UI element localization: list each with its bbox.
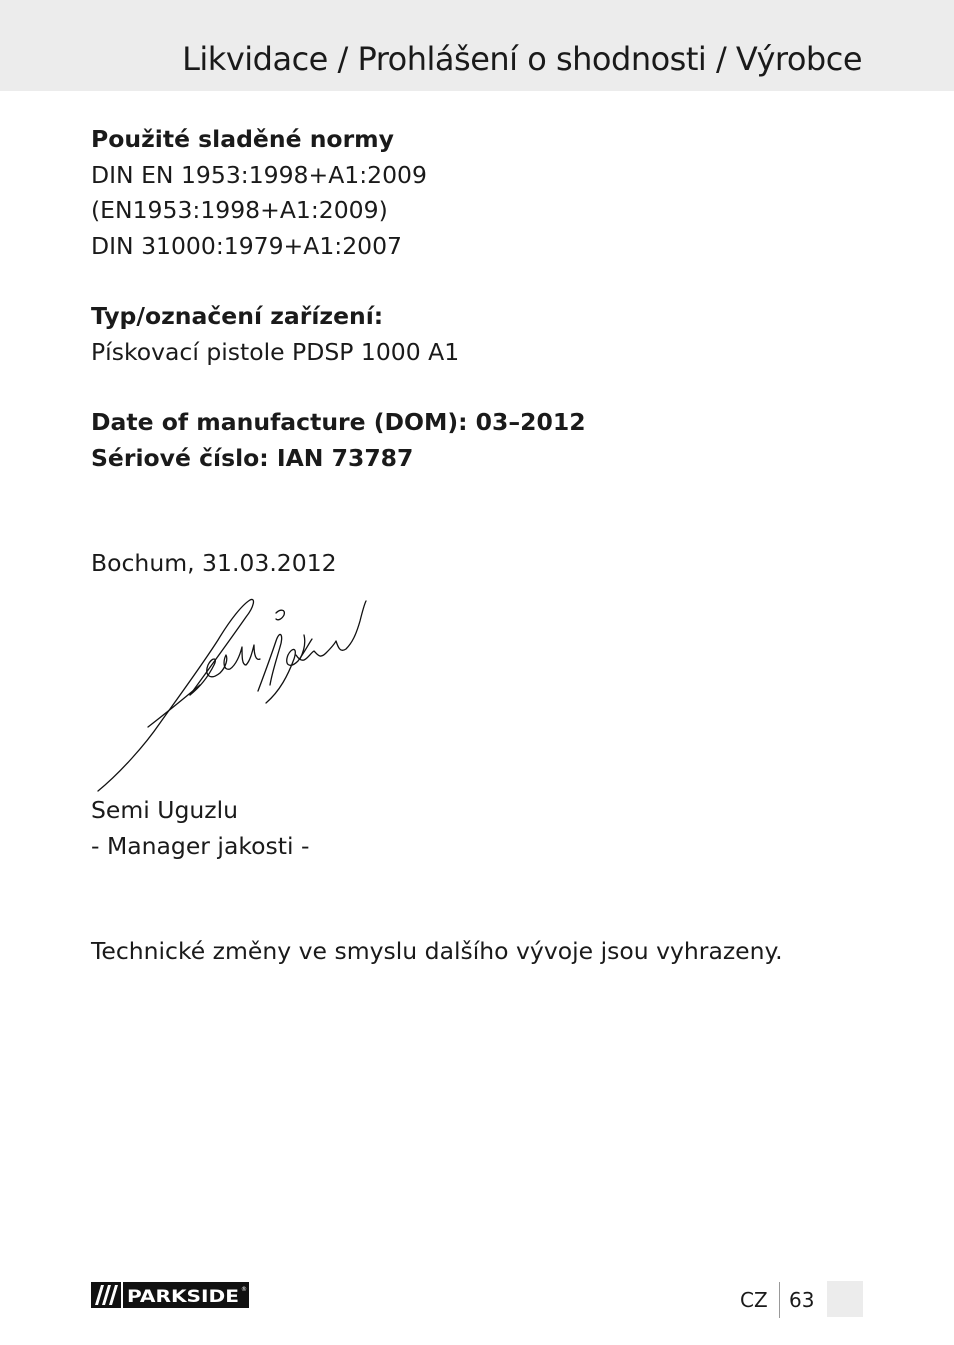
page-number: 63: [789, 1288, 815, 1312]
standard-item: DIN EN 1953:1998+A1:2009: [91, 160, 427, 189]
signatory-role: - Manager jakosti -: [91, 831, 310, 860]
signatory: [91, 793, 309, 864]
footer-language: CZ: [740, 1288, 768, 1312]
technical-changes-note: Technické změny ve smyslu dalšího vývoje jsou vyhrazeny.: [91, 937, 783, 965]
registered-mark: ®: [241, 1286, 247, 1293]
brand-wordmark: PARKSIDE: [127, 1287, 239, 1307]
signatory-name: Semi Uguzlu: [91, 796, 239, 824]
footer-divider: [779, 1282, 780, 1318]
standards-heading: Použité sladěné normy: [91, 125, 394, 153]
signature: [90, 595, 380, 800]
footer-tab: [827, 1281, 863, 1317]
standard-item: DIN 31000:1979+A1:2007: [91, 231, 402, 260]
standard-item: (EN1953:1998+A1:2009): [91, 196, 388, 224]
place-date: Bochum, 31.03.2012: [91, 549, 337, 577]
device-name: Pískovací pistole PDSP 1000 A1: [91, 337, 460, 366]
date-of-manufacture: Date of manufacture (DOM): 03–2012: [91, 408, 586, 436]
serial-number: Sériové číslo: IAN 73787: [91, 443, 414, 472]
page-title: Likvidace / Prohlášení o shodnosti / Výrobce: [182, 40, 862, 78]
parkside-logo: [91, 1282, 249, 1308]
device-heading: Typ/označení zařízení:: [91, 302, 384, 330]
declaration-content: [91, 122, 871, 582]
